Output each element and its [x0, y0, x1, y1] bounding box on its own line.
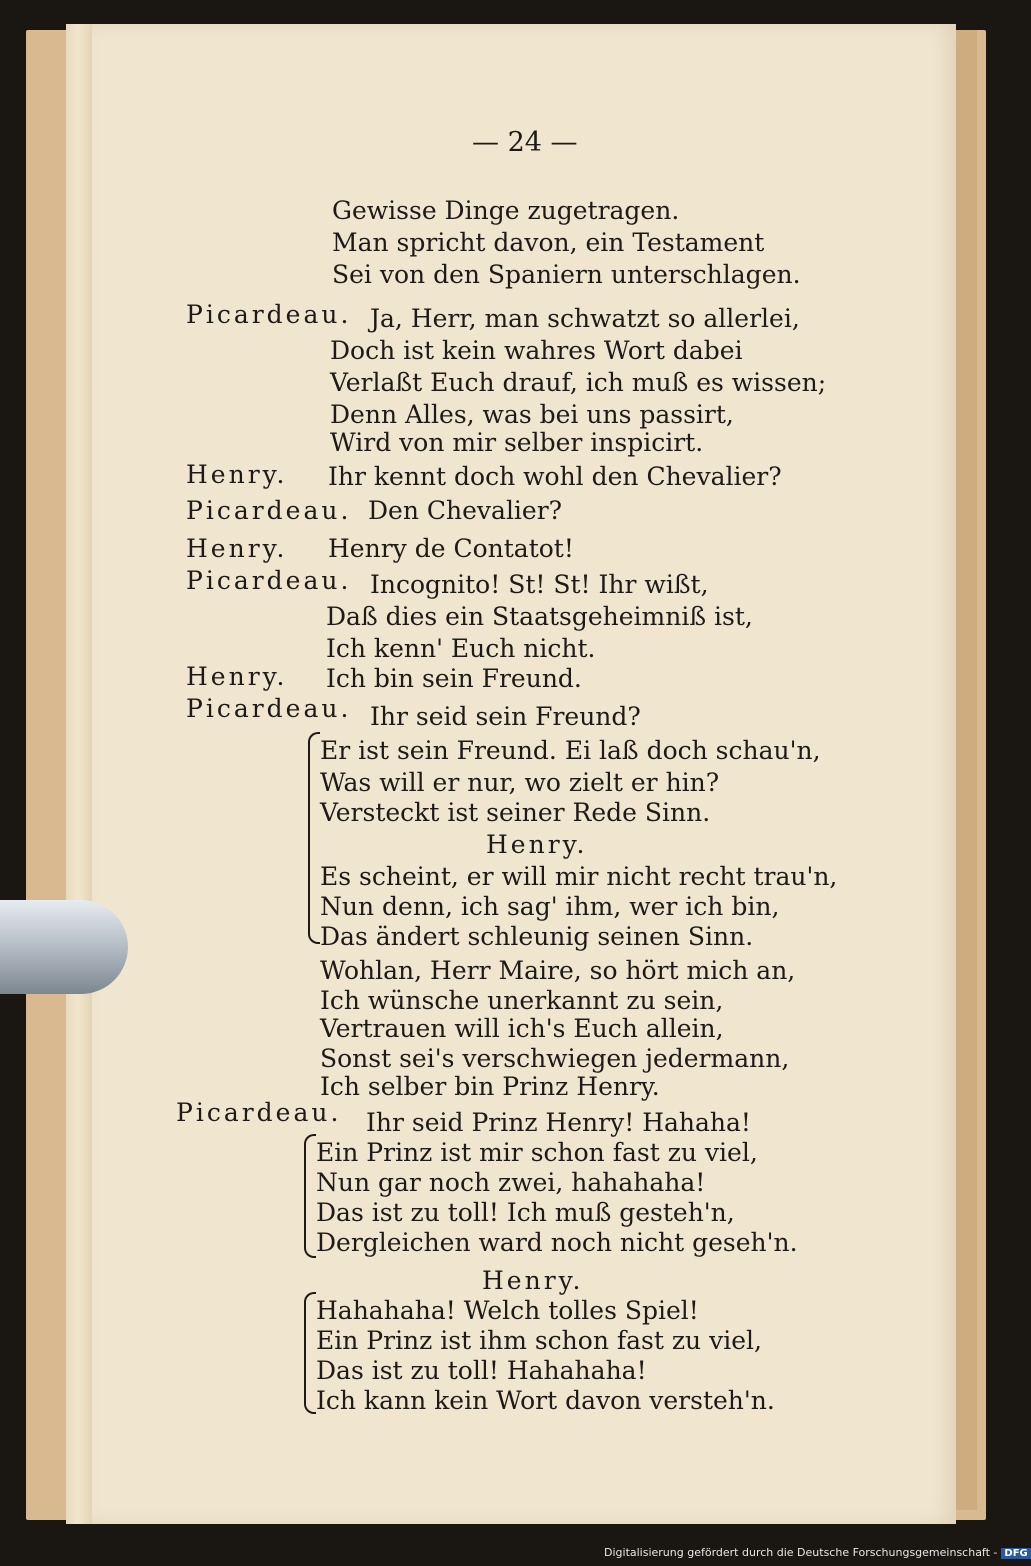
simultaneous-brace — [304, 1134, 316, 1258]
verse-line: Man spricht davon, ein Testament — [332, 228, 765, 257]
verse-line: Sei von den Spaniern unterschlagen. — [332, 260, 801, 289]
speaker-heading: Henry. — [482, 1266, 584, 1295]
verse-line: Wird von mir selber inspicirt. — [330, 428, 704, 457]
verse-line: Incognito! St! St! Ihr wißt, — [370, 570, 709, 599]
verse-line: Es scheint, er will mir nicht recht trau'n, — [320, 862, 838, 891]
verse-line: Dergleichen ward noch nicht geseh'n. — [316, 1228, 798, 1257]
verse-line: Ein Prinz ist mir schon fast zu viel, — [316, 1138, 758, 1167]
speaker-heading: Henry. — [486, 830, 588, 859]
verse-line: Das ändert schleunig seinen Sinn. — [320, 922, 754, 951]
verse-line: Was will er nur, wo zielt er hin? — [320, 768, 720, 797]
verse-line: Ich wünsche unerkannt zu sein, — [320, 986, 724, 1015]
simultaneous-brace — [308, 732, 320, 944]
speaker-name: Picardeau. — [176, 1098, 342, 1127]
verse-line: Ja, Herr, man schwatzt so allerlei, — [370, 304, 800, 333]
verse-line: Ich selber bin Prinz Henry. — [320, 1072, 660, 1101]
verse-line: Denn Alles, was bei uns passirt, — [330, 400, 734, 429]
verse-line: Ich kann kein Wort davon versteh'n. — [316, 1386, 775, 1415]
speaker-name: Picardeau. — [186, 496, 352, 525]
speaker-name: Henry. — [186, 662, 288, 691]
speaker-name: Picardeau. — [186, 300, 352, 329]
verse-line: Das ist zu toll! Hahahaha! — [316, 1356, 647, 1385]
speaker-name: Picardeau. — [186, 694, 352, 723]
verse-line: Ihr kennt doch wohl den Chevalier? — [328, 462, 782, 491]
dfg-logo: DFG — [1001, 1548, 1030, 1559]
verse-line: Vertrauen will ich's Euch allein, — [320, 1014, 724, 1043]
credit-text: Digitalisierung gefördert durch die Deutsche Forschungsgemeinschaft - — [604, 1546, 998, 1559]
verse-line: Ihr seid sein Freund? — [370, 702, 641, 731]
verse-line: Doch ist kein wahres Wort dabei — [330, 336, 743, 365]
digitization-credit — [604, 1546, 1031, 1559]
verse-line: Daß dies ein Staatsgeheimniß ist, — [326, 602, 753, 631]
verse-line: Sonst sei's verschwiegen jedermann, — [320, 1044, 790, 1073]
verse-line: Er ist sein Freund. Ei laß doch schau'n, — [320, 736, 821, 765]
page-number: — 24 — — [472, 127, 578, 158]
verse-line: Nun denn, ich sag' ihm, wer ich bin, — [320, 892, 780, 921]
verse-line: Ein Prinz ist ihm schon fast zu viel, — [316, 1326, 762, 1355]
simultaneous-brace — [304, 1292, 316, 1414]
speaker-name: Picardeau. — [186, 566, 352, 595]
verse-line: Versteckt ist seiner Rede Sinn. — [320, 798, 711, 827]
verse-line: Das ist zu toll! Ich muß gesteh'n, — [316, 1198, 735, 1227]
verse-line: Hahahaha! Welch tolles Spiel! — [316, 1296, 699, 1325]
verse-line: Verlaßt Euch drauf, ich muß es wissen; — [330, 368, 827, 397]
verse-line: Ich kenn' Euch nicht. — [326, 634, 596, 663]
verse-line: Nun gar noch zwei, hahahaha! — [316, 1168, 706, 1197]
verse-line: Den Chevalier? — [368, 496, 563, 525]
verse-line: Henry de Contatot! — [328, 534, 574, 563]
verse-line: Wohlan, Herr Maire, so hört mich an, — [320, 956, 796, 985]
verse-line: Ich bin sein Freund. — [326, 664, 582, 693]
speaker-name: Henry. — [186, 534, 288, 563]
verse-line: Ihr seid Prinz Henry! Hahaha! — [366, 1108, 751, 1137]
verse-line: Gewisse Dinge zugetragen. — [332, 196, 680, 225]
speaker-name: Henry. — [186, 460, 288, 489]
